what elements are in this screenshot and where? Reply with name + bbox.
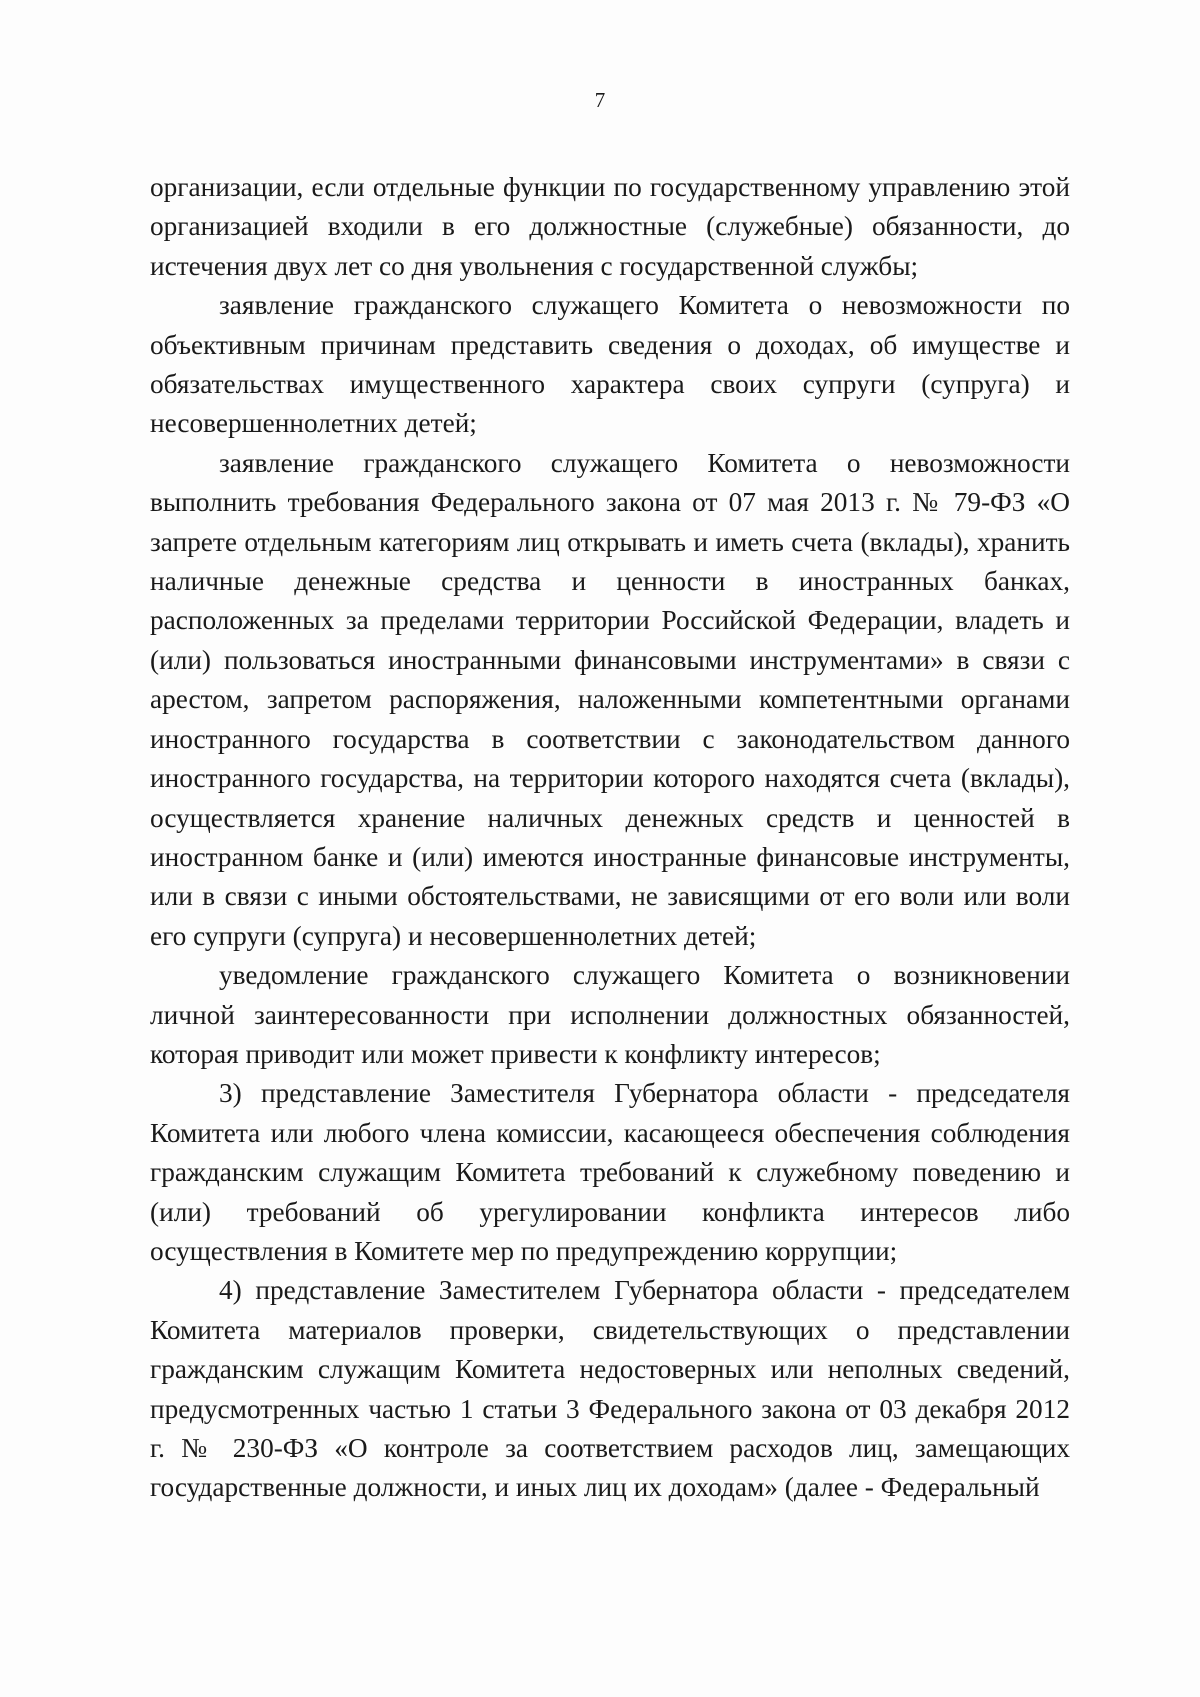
paragraph-item-3: 3) представление Заместителя Губернатора области - председателя Комитета или любого члена комиссии, касающееся обеспечения соблюдения гражданским служащим Комитета требований к служебному поведению и (или) требований об урегулировании конфликта интересов либо осуществления в Комитете мер по предупреждению коррупции; xyxy=(150,1078,1070,1266)
document-body xyxy=(150,168,1070,1508)
paragraph-foreign-accounts-statement: заявление гражданского служащего Комитета о невозможности выполнить требования Федерального закона от 07 мая 2013 г. № 79-ФЗ «О запрете отдельным категориям лиц открывать и иметь счета (вклады), хранить наличные денежные средства и ценности в иностранных банках, расположенных за пределами территории Российской Федерации, владеть и (или) пользоваться иностранными финансовыми инструментами» в связи с арестом, запретом распоряжения, наложенными компетентными органами иностранного государства в соответствии с законодательством данного иностранного государства, на территории которого находятся счета (вклады), осуществляется хранение наличных денежных средств и ценностей в иностранном банке и (или) имеются иностранные финансовые инструменты, или в связи с иными обстоятельствами, не зависящими от его воли или воли его супруги (супруга) и несовершеннолетних детей; xyxy=(150,447,1070,951)
paragraph-spouse-income-statement: заявление гражданского служащего Комитета о невозможности по объективным причинам представить сведения о доходах, об имуществе и обязательствах имущественного характера своих супруги (супруга) и несовершеннолетних детей; xyxy=(150,290,1070,439)
page-number: 7 xyxy=(594,88,606,112)
paragraph-continuation: организации, если отдельные функции по государственному управлению этой организацией входили в его должностные (служебные) обязанности, до истечения двух лет со дня увольнения с государственной службы; xyxy=(150,172,1070,281)
paragraph-conflict-of-interest-notice: уведомление гражданского служащего Комитета о возникновении личной заинтересованности при исполнении должностных обязанностей, которая приводит или может привести к конфликту интересов; xyxy=(150,960,1070,1069)
paragraph-item-4: 4) представление Заместителем Губернатора области - председателем Комитета материалов проверки, свидетельствующих о представлении гражданским служащим Комитета недостоверных или неполных сведений, предусмотренных частью 1 статьи 3 Федерального закона от 03 декабря 2012 г. № 230-ФЗ «О контроле за соответствием расходов лиц, замещающих государственные должности, и иных лиц их доходам» (далее - Федеральный xyxy=(150,1275,1070,1503)
